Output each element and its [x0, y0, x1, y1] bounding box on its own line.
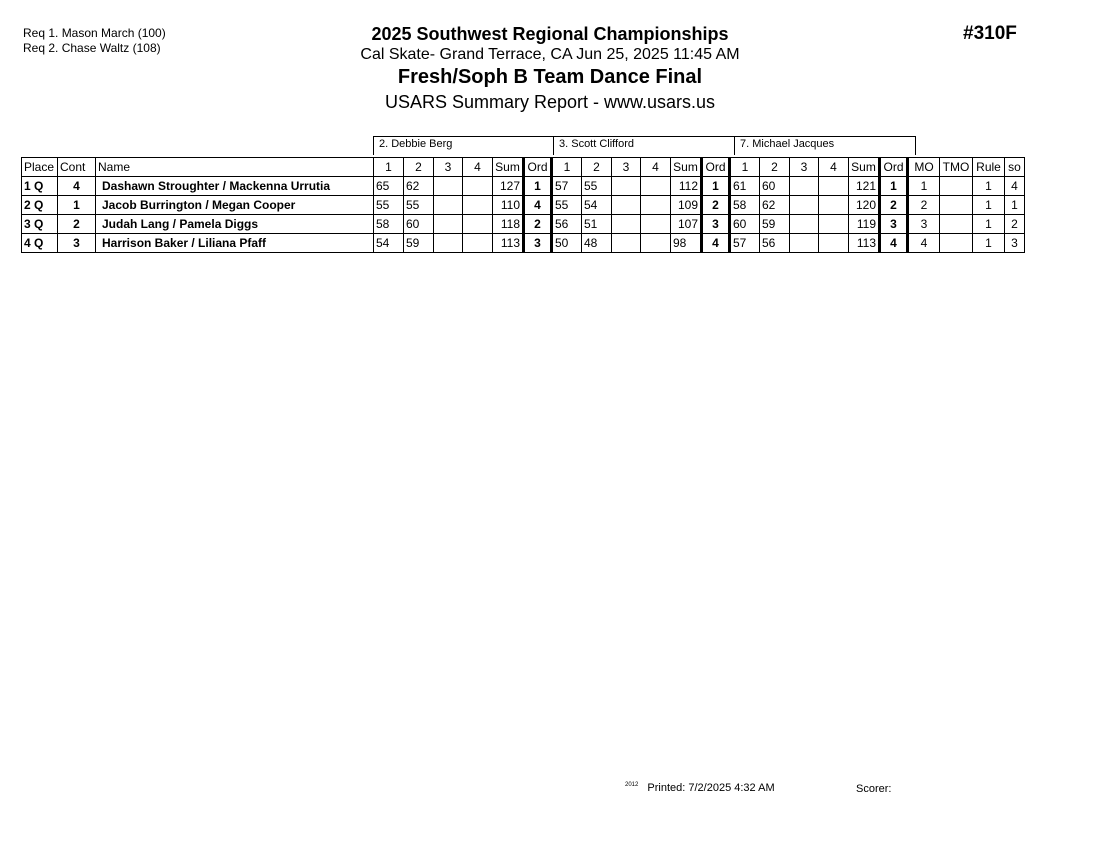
sum-cell: 119: [849, 215, 880, 234]
event-title: Fresh/Soph B Team Dance Final: [397, 66, 703, 88]
ord-cell: 4: [880, 234, 908, 253]
referee-2: Req 2. Chase Waltz (108): [23, 41, 161, 55]
ord-cell: 4: [524, 196, 552, 215]
cont-cell: 4: [58, 177, 96, 196]
score-cell: 60: [404, 215, 434, 234]
score-cell: 60: [730, 215, 760, 234]
col-j3-sum: Sum: [849, 158, 880, 177]
score-cell: 62: [760, 196, 790, 215]
score-cell: [790, 196, 819, 215]
table-row: [22, 234, 1025, 253]
tmo-cell: [940, 177, 973, 196]
col-j3-2: 2: [760, 158, 790, 177]
score-cell: [434, 177, 463, 196]
sum-cell: 98: [671, 234, 702, 253]
col-j1-4: 4: [463, 158, 493, 177]
col-j2-sum: Sum: [671, 158, 702, 177]
col-place: Place: [22, 158, 58, 177]
score-cell: 58: [730, 196, 760, 215]
rule-cell: 1: [973, 177, 1005, 196]
score-cell: 57: [730, 234, 760, 253]
col-j2-2: 2: [582, 158, 612, 177]
place-cell: 4 Q: [22, 234, 58, 253]
footer-code: 2012: [625, 782, 639, 789]
ord-cell: 1: [524, 177, 552, 196]
referee-list: [23, 26, 166, 56]
score-cell: [612, 234, 641, 253]
score-cell: 59: [404, 234, 434, 253]
ord-cell: 2: [702, 196, 730, 215]
mo-cell: 4: [908, 234, 940, 253]
score-cell: [434, 196, 463, 215]
score-cell: [463, 177, 493, 196]
col-j1-2: 2: [404, 158, 434, 177]
score-cell: [641, 215, 671, 234]
col-j3-3: 3: [790, 158, 819, 177]
table-row: [22, 177, 1025, 196]
score-cell: [641, 177, 671, 196]
score-cell: [641, 234, 671, 253]
so-cell: 3: [1005, 234, 1025, 253]
name-cell: Harrison Baker / Liliana Pfaff: [96, 234, 374, 253]
tmo-cell: [940, 196, 973, 215]
ord-cell: 3: [880, 215, 908, 234]
rule-cell: 1: [973, 196, 1005, 215]
rule-cell: 1: [973, 234, 1005, 253]
col-j3-4: 4: [819, 158, 849, 177]
judge-header-2: 3. Scott Clifford: [553, 136, 735, 155]
col-cont: Cont: [58, 158, 96, 177]
col-j3-ord: Ord: [880, 158, 908, 177]
judge-header-1: 2. Debbie Berg: [373, 136, 554, 155]
score-cell: 56: [760, 234, 790, 253]
so-cell: 1: [1005, 196, 1025, 215]
col-j1-ord: Ord: [524, 158, 552, 177]
sum-cell: 127: [493, 177, 524, 196]
judge-header-3: 7. Michael Jacques: [734, 136, 916, 155]
score-cell: 55: [552, 196, 582, 215]
ord-cell: 2: [880, 196, 908, 215]
score-cell: [463, 215, 493, 234]
score-cell: [790, 177, 819, 196]
table-row: [22, 196, 1025, 215]
print-footer: [625, 782, 775, 794]
col-j1-3: 3: [434, 158, 463, 177]
score-cell: [819, 177, 849, 196]
col-so: so: [1005, 158, 1025, 177]
ord-cell: 3: [524, 234, 552, 253]
sum-cell: 121: [849, 177, 880, 196]
score-cell: 51: [582, 215, 612, 234]
col-mo: MO: [908, 158, 940, 177]
so-cell: 2: [1005, 215, 1025, 234]
score-cell: 54: [582, 196, 612, 215]
sum-cell: 110: [493, 196, 524, 215]
championship-title: 2025 Southwest Regional Championships: [371, 24, 729, 44]
printed-timestamp: Printed: 7/2/2025 4:32 AM: [647, 782, 775, 794]
tmo-cell: [940, 215, 973, 234]
score-cell: 61: [730, 177, 760, 196]
score-cell: 58: [374, 215, 404, 234]
name-cell: Judah Lang / Pamela Diggs: [96, 215, 374, 234]
name-cell: Dashawn Stroughter / Mackenna Urrutia: [96, 177, 374, 196]
score-cell: [434, 234, 463, 253]
cont-cell: 1: [58, 196, 96, 215]
report-header: [290, 23, 810, 114]
score-cell: [819, 196, 849, 215]
table-row: [22, 215, 1025, 234]
col-j2-1: 1: [552, 158, 582, 177]
score-cell: [790, 234, 819, 253]
score-cell: 60: [760, 177, 790, 196]
event-number: #310F: [963, 23, 1017, 44]
header-row: [22, 158, 1025, 177]
score-cell: [434, 215, 463, 234]
col-j3-1: 1: [730, 158, 760, 177]
sum-cell: 107: [671, 215, 702, 234]
score-cell: [819, 215, 849, 234]
rule-cell: 1: [973, 215, 1005, 234]
col-j2-3: 3: [612, 158, 641, 177]
col-j2-4: 4: [641, 158, 671, 177]
ord-cell: 1: [880, 177, 908, 196]
place-cell: 2 Q: [22, 196, 58, 215]
score-cell: [641, 196, 671, 215]
ord-cell: 3: [702, 215, 730, 234]
sum-cell: 118: [493, 215, 524, 234]
score-cell: [612, 177, 641, 196]
ord-cell: 1: [702, 177, 730, 196]
sum-cell: 109: [671, 196, 702, 215]
score-cell: 55: [374, 196, 404, 215]
score-cell: 55: [404, 196, 434, 215]
referee-1: Req 1. Mason March (100): [23, 26, 166, 40]
score-cell: 57: [552, 177, 582, 196]
score-cell: [819, 234, 849, 253]
sum-cell: 120: [849, 196, 880, 215]
score-cell: 50: [552, 234, 582, 253]
col-tmo: TMO: [940, 158, 973, 177]
name-cell: Jacob Burrington / Megan Cooper: [96, 196, 374, 215]
score-cell: 65: [374, 177, 404, 196]
ord-cell: 4: [702, 234, 730, 253]
mo-cell: 3: [908, 215, 940, 234]
place-cell: 1 Q: [22, 177, 58, 196]
place-cell: 3 Q: [22, 215, 58, 234]
report-title: USARS Summary Report - www.usars.us: [384, 92, 716, 112]
sum-cell: 113: [493, 234, 524, 253]
so-cell: 4: [1005, 177, 1025, 196]
col-rule: Rule: [973, 158, 1005, 177]
score-cell: 62: [404, 177, 434, 196]
ord-cell: 2: [524, 215, 552, 234]
score-cell: [612, 215, 641, 234]
col-j1-sum: Sum: [493, 158, 524, 177]
location-date: Cal Skate- Grand Terrace, CA Jun 25, 2025 11:45 AM: [360, 46, 740, 63]
col-j1-1: 1: [374, 158, 404, 177]
cont-cell: 3: [58, 234, 96, 253]
score-cell: [612, 196, 641, 215]
col-j2-ord: Ord: [702, 158, 730, 177]
score-cell: 59: [760, 215, 790, 234]
score-cell: [463, 234, 493, 253]
score-cell: 56: [552, 215, 582, 234]
col-name: Name: [96, 158, 374, 177]
score-cell: [790, 215, 819, 234]
mo-cell: 2: [908, 196, 940, 215]
results-table: [21, 157, 1025, 253]
sum-cell: 113: [849, 234, 880, 253]
score-cell: 54: [374, 234, 404, 253]
sum-cell: 112: [671, 177, 702, 196]
score-cell: 55: [582, 177, 612, 196]
score-cell: 48: [582, 234, 612, 253]
mo-cell: 1: [908, 177, 940, 196]
score-cell: [463, 196, 493, 215]
cont-cell: 2: [58, 215, 96, 234]
tmo-cell: [940, 234, 973, 253]
scorer-label: Scorer:: [856, 783, 892, 795]
